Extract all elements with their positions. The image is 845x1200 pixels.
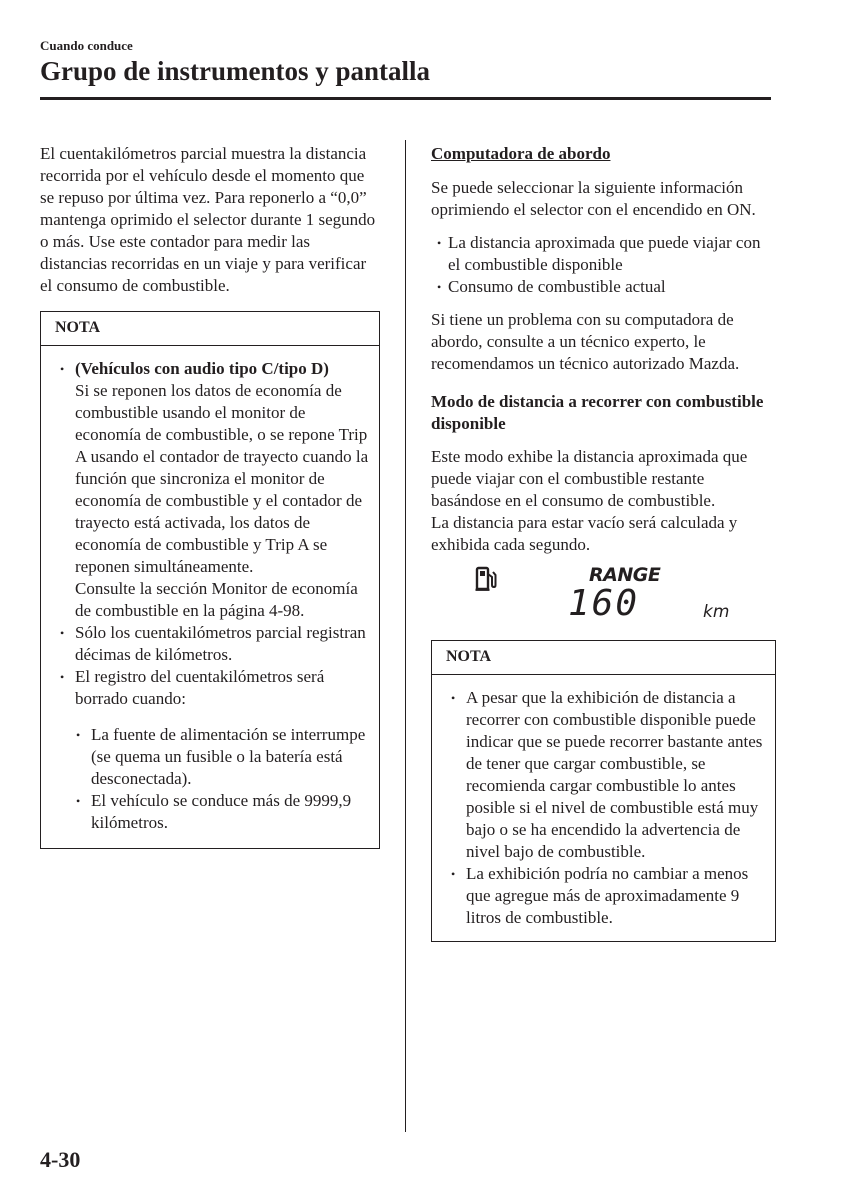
computer-option: • La distancia aproximada que puede viajar con el combustible disponible bbox=[431, 232, 776, 276]
note-item-text: Si se reponen los datos de economía de combustible usando el monitor de economía de combustible, o se repone Trip A usando el contador de trayecto cuando la función que sincroniza el monitor de economía de combustible y el contador de trayecto está activada, los datos de economía de combustible y Trip A se reponen simultáneamente. bbox=[75, 381, 369, 576]
computer-heading: Computadora de abordo bbox=[431, 144, 611, 163]
note-body bbox=[41, 346, 379, 848]
range-mode-text-2: La distancia para estar vacío será calculada y exhibida cada segundo. bbox=[431, 513, 738, 554]
range-value: 160 bbox=[568, 583, 640, 624]
left-column bbox=[40, 143, 380, 849]
range-unit: km bbox=[703, 602, 730, 622]
computer-intro: Se puede seleccionar la siguiente información oprimiendo el selector con el encendido en ON. bbox=[431, 178, 756, 219]
page-number: 4-30 bbox=[40, 1147, 81, 1172]
right-column bbox=[431, 143, 776, 942]
note-item: • Sólo los cuentakilómetros parcial registran décimas de kilómetros. bbox=[51, 622, 369, 666]
note-sub-item: • El vehículo se conduce más de 9999,9 kilómetros. bbox=[51, 790, 369, 834]
note-heading: NOTA bbox=[41, 312, 379, 346]
note-item: • A pesar que la exhibición de distancia a recorrer con combustible disponible puede indicar que se puede recorrer bastante antes de tener que cargar combustible, se recomienda cargar combustible lo antes posible si el nivel de combustible está muy bajo o se ha encendido la advertencia de nivel bajo de combustible. bbox=[442, 687, 765, 863]
note-item-reference: Consulte la sección Monitor de economía de combustible en la página 4-98. bbox=[75, 579, 358, 620]
range-mode-heading: Modo de distancia a recorrer con combustible disponible bbox=[431, 392, 764, 433]
note-sub-item: • La fuente de alimentación se interrumpe (se quema un fusible o la batería está desconectada). bbox=[51, 724, 369, 790]
note-heading: NOTA bbox=[432, 641, 775, 675]
page-title: Grupo de instrumentos y pantalla bbox=[40, 56, 431, 86]
problem-text: Si tiene un problema con su computadora de abordo, consulte a un técnico experto, le recomendamos un técnico autorizado Mazda. bbox=[431, 310, 740, 373]
note-list bbox=[442, 687, 765, 929]
note-item: • El registro del cuentakilómetros será borrado cuando: bbox=[51, 666, 369, 710]
note-list bbox=[51, 358, 369, 710]
trip-meter-intro: El cuentakilómetros parcial muestra la distancia recorrida por el vehículo desde el momento que se repuso por última vez. Para reponerlo a “0,0” mantenga oprimido el selector durante 1 segundo o más. Use este contador para medir las distancias recorridas en un viaje y para verificar el consumo de combustible. bbox=[40, 144, 376, 295]
header-rule bbox=[40, 97, 771, 100]
note-sub-list bbox=[51, 724, 369, 834]
note-box-left bbox=[40, 311, 380, 849]
fuel-pump-icon bbox=[475, 566, 497, 592]
computer-option: • Consumo de combustible actual bbox=[431, 276, 776, 298]
note-item bbox=[51, 358, 369, 622]
section-label: Cuando conduce bbox=[40, 38, 133, 53]
range-display bbox=[431, 564, 776, 626]
note-body bbox=[432, 675, 775, 941]
note-item: • La exhibición podría no cambiar a menos que agregue más de aproximadamente 9 litros de combustible. bbox=[442, 863, 765, 929]
range-label: RANGE bbox=[589, 564, 661, 586]
note-item-heading: (Vehículos con audio tipo C/tipo D) bbox=[75, 359, 329, 378]
note-box-right bbox=[431, 640, 776, 942]
column-divider bbox=[405, 140, 406, 1132]
computer-options-list bbox=[431, 232, 776, 298]
range-mode-text: Este modo exhibe la distancia aproximada que puede viajar con el combustible restante basándose en el consumo de combustible. bbox=[431, 447, 748, 510]
